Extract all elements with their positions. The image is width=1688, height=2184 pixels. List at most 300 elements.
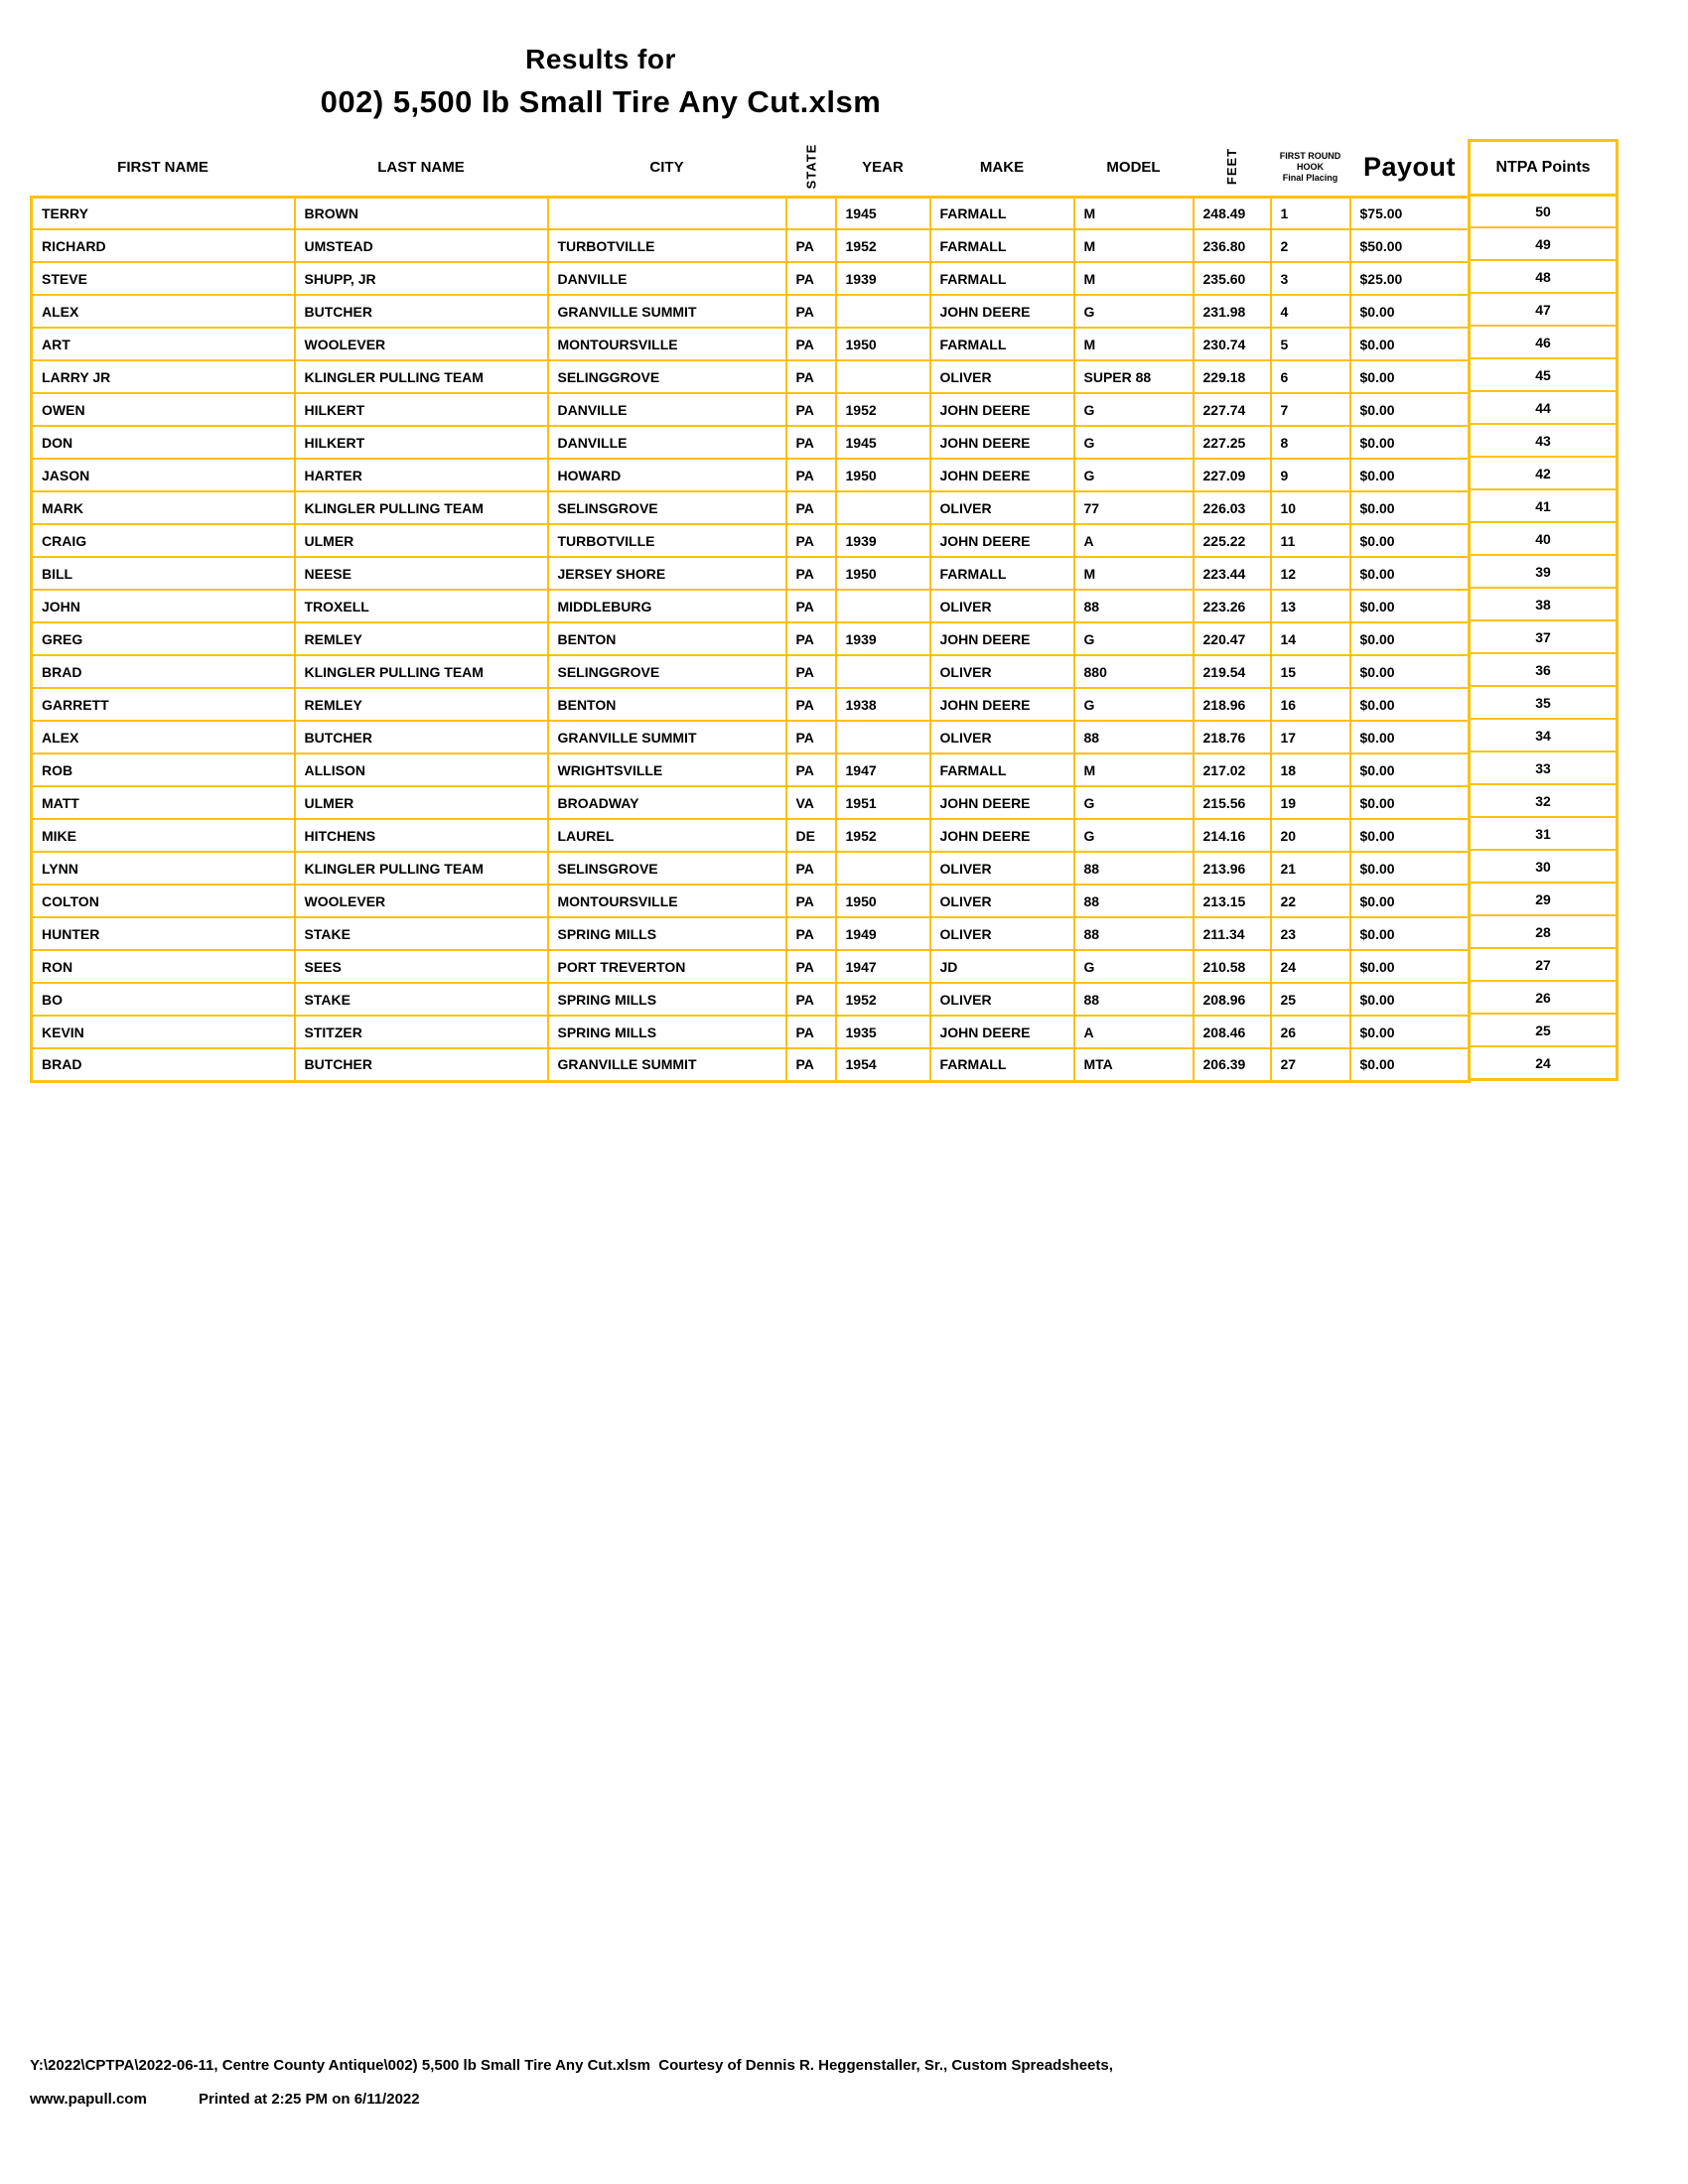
table-row [32, 197, 1470, 229]
cell-last-name: REMLEY [295, 622, 548, 655]
cell-feet: 211.34 [1194, 917, 1271, 950]
table-row [32, 459, 1470, 491]
cell-ntpa-points: 44 [1471, 390, 1616, 423]
header-year: YEAR [836, 139, 930, 197]
header-state-label: STATE [803, 143, 818, 190]
cell-state: PA [786, 852, 836, 885]
cell-placing: 11 [1271, 524, 1350, 557]
cell-last-name: HITCHENS [295, 819, 548, 852]
cell-year: 1950 [836, 459, 930, 491]
header-first-round-hook [1271, 139, 1350, 197]
cell-state: DE [786, 819, 836, 852]
cell-placing: 1 [1271, 197, 1350, 229]
cell-payout: $0.00 [1350, 786, 1470, 819]
cell-model: G [1074, 426, 1194, 459]
cell-make: FARMALL [930, 753, 1074, 786]
cell-city: LAUREL [548, 819, 786, 852]
cell-placing: 23 [1271, 917, 1350, 950]
cell-state: PA [786, 917, 836, 950]
cell-make: JOHN DEERE [930, 524, 1074, 557]
cell-ntpa-points: 38 [1471, 587, 1616, 619]
cell-placing: 3 [1271, 262, 1350, 295]
cell-last-name: NEESE [295, 557, 548, 590]
cell-payout: $0.00 [1350, 622, 1470, 655]
cell-ntpa-points: 48 [1471, 259, 1616, 292]
cell-placing: 24 [1271, 950, 1350, 983]
cell-state: VA [786, 786, 836, 819]
cell-model: G [1074, 622, 1194, 655]
cell-payout: $0.00 [1350, 753, 1470, 786]
cell-placing: 18 [1271, 753, 1350, 786]
cell-payout: $0.00 [1350, 426, 1470, 459]
cell-make: FARMALL [930, 557, 1074, 590]
cell-city: MIDDLEBURG [548, 590, 786, 622]
cell-feet: 225.22 [1194, 524, 1271, 557]
cell-placing: 16 [1271, 688, 1350, 721]
cell-city: DANVILLE [548, 393, 786, 426]
cell-city: BENTON [548, 688, 786, 721]
cell-ntpa-points: 28 [1471, 914, 1616, 947]
cell-feet: 213.15 [1194, 885, 1271, 917]
cell-ntpa-points: 34 [1471, 718, 1616, 751]
report-title [15, 44, 1187, 120]
cell-first-name: RON [32, 950, 295, 983]
cell-first-name: JOHN [32, 590, 295, 622]
cell-state: PA [786, 688, 836, 721]
table-row [32, 393, 1470, 426]
cell-ntpa-points: 50 [1471, 194, 1616, 226]
cell-first-name: MATT [32, 786, 295, 819]
table-row [32, 426, 1470, 459]
header-feet-label: FEET [1223, 148, 1239, 186]
header-make: MAKE [930, 139, 1074, 197]
cell-placing: 17 [1271, 721, 1350, 753]
cell-ntpa-points: 26 [1471, 980, 1616, 1013]
cell-year: 1938 [836, 688, 930, 721]
cell-year: 1952 [836, 983, 930, 1016]
cell-last-name: KLINGLER PULLING TEAM [295, 852, 548, 885]
cell-city: JERSEY SHORE [548, 557, 786, 590]
page-title-line2: 002) 5,500 lb Small Tire Any Cut.xlsm [320, 84, 882, 119]
cell-city: TURBOTVILLE [548, 524, 786, 557]
cell-city: SELINGGROVE [548, 360, 786, 393]
cell-ntpa-points: 32 [1471, 783, 1616, 816]
cell-model: M [1074, 197, 1194, 229]
cell-placing: 25 [1271, 983, 1350, 1016]
cell-ntpa-points: 30 [1471, 849, 1616, 882]
cell-ntpa-points: 43 [1471, 423, 1616, 456]
cell-first-name: BRAD [32, 1048, 295, 1081]
cell-feet: 230.74 [1194, 328, 1271, 360]
table-row [32, 328, 1470, 360]
cell-model: 880 [1074, 655, 1194, 688]
cell-ntpa-points: 35 [1471, 685, 1616, 718]
cell-year: 1947 [836, 950, 930, 983]
cell-payout: $0.00 [1350, 590, 1470, 622]
cell-placing: 8 [1271, 426, 1350, 459]
cell-year: 1954 [836, 1048, 930, 1081]
cell-payout: $0.00 [1350, 524, 1470, 557]
cell-first-name: KEVIN [32, 1016, 295, 1048]
cell-last-name: WOOLEVER [295, 885, 548, 917]
cell-model: M [1074, 328, 1194, 360]
cell-city: BENTON [548, 622, 786, 655]
cell-state: PA [786, 1016, 836, 1048]
cell-make: OLIVER [930, 590, 1074, 622]
cell-last-name: BROWN [295, 197, 548, 229]
cell-state: PA [786, 459, 836, 491]
cell-last-name: STITZER [295, 1016, 548, 1048]
cell-city: SPRING MILLS [548, 1016, 786, 1048]
cell-last-name: KLINGLER PULLING TEAM [295, 655, 548, 688]
cell-model: G [1074, 786, 1194, 819]
cell-first-name: JASON [32, 459, 295, 491]
cell-year [836, 590, 930, 622]
cell-last-name: HILKERT [295, 393, 548, 426]
cell-first-name: GREG [32, 622, 295, 655]
cell-ntpa-points: 46 [1471, 325, 1616, 357]
cell-year: 1952 [836, 393, 930, 426]
cell-model: G [1074, 459, 1194, 491]
cell-placing: 27 [1271, 1048, 1350, 1081]
cell-model: M [1074, 557, 1194, 590]
cell-city: DANVILLE [548, 262, 786, 295]
cell-year: 1939 [836, 524, 930, 557]
cell-state: PA [786, 950, 836, 983]
cell-state: PA [786, 295, 836, 328]
cell-ntpa-points: 36 [1471, 652, 1616, 685]
cell-city: HOWARD [548, 459, 786, 491]
cell-feet: 236.80 [1194, 229, 1271, 262]
table-row [32, 590, 1470, 622]
cell-city: GRANVILLE SUMMIT [548, 1048, 786, 1081]
cell-ntpa-points: 49 [1471, 226, 1616, 259]
cell-feet: 218.76 [1194, 721, 1271, 753]
cell-feet: 227.09 [1194, 459, 1271, 491]
cell-state: PA [786, 655, 836, 688]
cell-model: G [1074, 393, 1194, 426]
cell-make: OLIVER [930, 491, 1074, 524]
cell-feet: 219.54 [1194, 655, 1271, 688]
cell-feet: 218.96 [1194, 688, 1271, 721]
cell-state: PA [786, 426, 836, 459]
cell-make: JOHN DEERE [930, 1016, 1074, 1048]
cell-placing: 19 [1271, 786, 1350, 819]
cell-year [836, 295, 930, 328]
cell-last-name: STAKE [295, 917, 548, 950]
cell-make: JOHN DEERE [930, 426, 1074, 459]
cell-make: OLIVER [930, 852, 1074, 885]
table-row [32, 557, 1470, 590]
cell-feet: 220.47 [1194, 622, 1271, 655]
cell-model: A [1074, 1016, 1194, 1048]
cell-payout: $0.00 [1350, 917, 1470, 950]
cell-ntpa-points: 33 [1471, 751, 1616, 783]
cell-last-name: BUTCHER [295, 295, 548, 328]
cell-payout: $0.00 [1350, 950, 1470, 983]
cell-last-name: HARTER [295, 459, 548, 491]
cell-placing: 20 [1271, 819, 1350, 852]
cell-city: BROADWAY [548, 786, 786, 819]
cell-payout: $0.00 [1350, 459, 1470, 491]
cell-year: 1950 [836, 328, 930, 360]
ntpa-rows [1471, 194, 1616, 1078]
cell-ntpa-points: 45 [1471, 357, 1616, 390]
table-row [32, 983, 1470, 1016]
cell-model: G [1074, 950, 1194, 983]
cell-first-name: RICHARD [32, 229, 295, 262]
cell-payout: $0.00 [1350, 295, 1470, 328]
cell-payout: $0.00 [1350, 360, 1470, 393]
table-row [32, 786, 1470, 819]
cell-state: PA [786, 983, 836, 1016]
cell-year [836, 721, 930, 753]
ntpa-points-column [1468, 139, 1618, 1081]
cell-make: JD [930, 950, 1074, 983]
cell-first-name: ROB [32, 753, 295, 786]
cell-placing: 4 [1271, 295, 1350, 328]
cell-ntpa-points: 29 [1471, 882, 1616, 914]
cell-city [548, 197, 786, 229]
cell-make: OLIVER [930, 655, 1074, 688]
table-row [32, 950, 1470, 983]
cell-ntpa-points: 42 [1471, 456, 1616, 488]
table-row [32, 688, 1470, 721]
cell-first-name: DON [32, 426, 295, 459]
cell-city: MONTOURSVILLE [548, 328, 786, 360]
results-table [30, 139, 1471, 1083]
cell-placing: 15 [1271, 655, 1350, 688]
cell-ntpa-points: 24 [1471, 1045, 1616, 1078]
cell-year [836, 655, 930, 688]
cell-first-name: BRAD [32, 655, 295, 688]
cell-payout: $0.00 [1350, 688, 1470, 721]
table-row [32, 1016, 1470, 1048]
cell-feet: 223.44 [1194, 557, 1271, 590]
cell-payout: $50.00 [1350, 229, 1470, 262]
cell-first-name: BO [32, 983, 295, 1016]
cell-last-name: SEES [295, 950, 548, 983]
table-row [32, 917, 1470, 950]
cell-model: M [1074, 753, 1194, 786]
cell-model: 88 [1074, 885, 1194, 917]
table-row [32, 622, 1470, 655]
cell-city: GRANVILLE SUMMIT [548, 721, 786, 753]
footer-printed-timestamp: Printed at 2:25 PM on 6/11/2022 [199, 2091, 420, 2108]
cell-last-name: KLINGLER PULLING TEAM [295, 360, 548, 393]
cell-feet: 229.18 [1194, 360, 1271, 393]
header-ntpa-points: NTPA Points [1495, 159, 1591, 176]
cell-feet: 227.25 [1194, 426, 1271, 459]
header-first-name: FIRST NAME [32, 139, 295, 197]
table-row [32, 721, 1470, 753]
table-row [32, 655, 1470, 688]
cell-last-name: ALLISON [295, 753, 548, 786]
cell-model: 88 [1074, 852, 1194, 885]
cell-make: OLIVER [930, 983, 1074, 1016]
cell-make: OLIVER [930, 360, 1074, 393]
table-row [32, 295, 1470, 328]
cell-make: FARMALL [930, 197, 1074, 229]
cell-last-name: ULMER [295, 524, 548, 557]
cell-first-name: COLTON [32, 885, 295, 917]
cell-year [836, 852, 930, 885]
cell-state: PA [786, 721, 836, 753]
cell-payout: $0.00 [1350, 885, 1470, 917]
header-hook-line3: Final Placing [1282, 172, 1338, 183]
cell-make: JOHN DEERE [930, 819, 1074, 852]
cell-city: SELINSGROVE [548, 852, 786, 885]
cell-first-name: MIKE [32, 819, 295, 852]
cell-ntpa-points: 25 [1471, 1013, 1616, 1045]
cell-make: FARMALL [930, 1048, 1074, 1081]
cell-model: MTA [1074, 1048, 1194, 1081]
cell-last-name: WOOLEVER [295, 328, 548, 360]
cell-last-name: ULMER [295, 786, 548, 819]
cell-model: SUPER 88 [1074, 360, 1194, 393]
page-title-line1: Results for [525, 44, 676, 74]
cell-city: GRANVILLE SUMMIT [548, 295, 786, 328]
cell-year [836, 491, 930, 524]
cell-make: OLIVER [930, 917, 1074, 950]
cell-model: 88 [1074, 983, 1194, 1016]
cell-make: JOHN DEERE [930, 295, 1074, 328]
cell-first-name: MARK [32, 491, 295, 524]
cell-last-name: TROXELL [295, 590, 548, 622]
table-row [32, 360, 1470, 393]
cell-first-name: ART [32, 328, 295, 360]
header-hook-line1: FIRST ROUND [1279, 150, 1341, 161]
cell-last-name: BUTCHER [295, 1048, 548, 1081]
cell-state: PA [786, 360, 836, 393]
header-model: MODEL [1074, 139, 1194, 197]
cell-state: PA [786, 590, 836, 622]
cell-model: G [1074, 295, 1194, 328]
cell-year: 1947 [836, 753, 930, 786]
cell-payout: $0.00 [1350, 328, 1470, 360]
cell-state: PA [786, 1048, 836, 1081]
cell-placing: 10 [1271, 491, 1350, 524]
cell-placing: 9 [1271, 459, 1350, 491]
table-row [32, 885, 1470, 917]
cell-make: FARMALL [930, 328, 1074, 360]
header-city: CITY [548, 139, 786, 197]
cell-ntpa-points: 47 [1471, 292, 1616, 325]
cell-state: PA [786, 885, 836, 917]
cell-make: OLIVER [930, 721, 1074, 753]
cell-feet: 226.03 [1194, 491, 1271, 524]
cell-first-name: HUNTER [32, 917, 295, 950]
cell-city: MONTOURSVILLE [548, 885, 786, 917]
table-row [32, 753, 1470, 786]
cell-feet: 227.74 [1194, 393, 1271, 426]
cell-city: SELINSGROVE [548, 491, 786, 524]
cell-year: 1939 [836, 622, 930, 655]
cell-feet: 235.60 [1194, 262, 1271, 295]
cell-feet: 206.39 [1194, 1048, 1271, 1081]
cell-year: 1952 [836, 819, 930, 852]
cell-placing: 21 [1271, 852, 1350, 885]
cell-feet: 248.49 [1194, 197, 1271, 229]
results-table-body [32, 197, 1470, 1081]
cell-year: 1935 [836, 1016, 930, 1048]
cell-state: PA [786, 393, 836, 426]
cell-year: 1950 [836, 557, 930, 590]
cell-city: TURBOTVILLE [548, 229, 786, 262]
cell-state: PA [786, 753, 836, 786]
header-payout: Payout [1350, 139, 1470, 197]
cell-make: FARMALL [930, 229, 1074, 262]
cell-state: PA [786, 622, 836, 655]
cell-make: JOHN DEERE [930, 688, 1074, 721]
header-row [32, 139, 1470, 197]
cell-ntpa-points: 40 [1471, 521, 1616, 554]
cell-make: JOHN DEERE [930, 393, 1074, 426]
cell-last-name: STAKE [295, 983, 548, 1016]
cell-make: FARMALL [930, 262, 1074, 295]
cell-placing: 5 [1271, 328, 1350, 360]
cell-year: 1939 [836, 262, 930, 295]
cell-first-name: STEVE [32, 262, 295, 295]
cell-first-name: GARRETT [32, 688, 295, 721]
cell-payout: $0.00 [1350, 393, 1470, 426]
cell-payout: $0.00 [1350, 491, 1470, 524]
cell-ntpa-points: 41 [1471, 488, 1616, 521]
cell-payout: $0.00 [1350, 721, 1470, 753]
cell-payout: $75.00 [1350, 197, 1470, 229]
cell-payout: $0.00 [1350, 655, 1470, 688]
cell-first-name: ALEX [32, 295, 295, 328]
header-feet [1194, 139, 1271, 197]
table-row [32, 491, 1470, 524]
cell-make: OLIVER [930, 885, 1074, 917]
cell-placing: 26 [1271, 1016, 1350, 1048]
cell-first-name: OWEN [32, 393, 295, 426]
cell-ntpa-points: 39 [1471, 554, 1616, 587]
cell-year: 1949 [836, 917, 930, 950]
cell-state: PA [786, 229, 836, 262]
cell-city: SELINGGROVE [548, 655, 786, 688]
cell-first-name: CRAIG [32, 524, 295, 557]
cell-city: DANVILLE [548, 426, 786, 459]
cell-model: 88 [1074, 590, 1194, 622]
header-hook-line2: HOOK [1297, 161, 1324, 172]
cell-payout: $0.00 [1350, 557, 1470, 590]
cell-make: JOHN DEERE [930, 622, 1074, 655]
table-row [32, 229, 1470, 262]
cell-city: PORT TREVERTON [548, 950, 786, 983]
cell-placing: 6 [1271, 360, 1350, 393]
cell-ntpa-points: 27 [1471, 947, 1616, 980]
cell-placing: 7 [1271, 393, 1350, 426]
cell-placing: 14 [1271, 622, 1350, 655]
cell-state: PA [786, 328, 836, 360]
cell-first-name: LARRY JR [32, 360, 295, 393]
footer-website: www.papull.com [30, 2091, 147, 2108]
cell-payout: $0.00 [1350, 1016, 1470, 1048]
cell-placing: 12 [1271, 557, 1350, 590]
cell-feet: 214.16 [1194, 819, 1271, 852]
cell-city: SPRING MILLS [548, 983, 786, 1016]
footer-path-line: Y:\2022\CPTPA\2022-06-11, Centre County Antique\002) 5,500 lb Small Tire Any Cut.xlsm Courtesy of Dennis R. Heggenstaller, Sr., Custom Spreadsheets, [30, 2057, 1113, 2074]
cell-model: G [1074, 819, 1194, 852]
cell-state: PA [786, 262, 836, 295]
cell-first-name: ALEX [32, 721, 295, 753]
cell-state: PA [786, 557, 836, 590]
table-row [32, 262, 1470, 295]
cell-first-name: LYNN [32, 852, 295, 885]
cell-city: SPRING MILLS [548, 917, 786, 950]
